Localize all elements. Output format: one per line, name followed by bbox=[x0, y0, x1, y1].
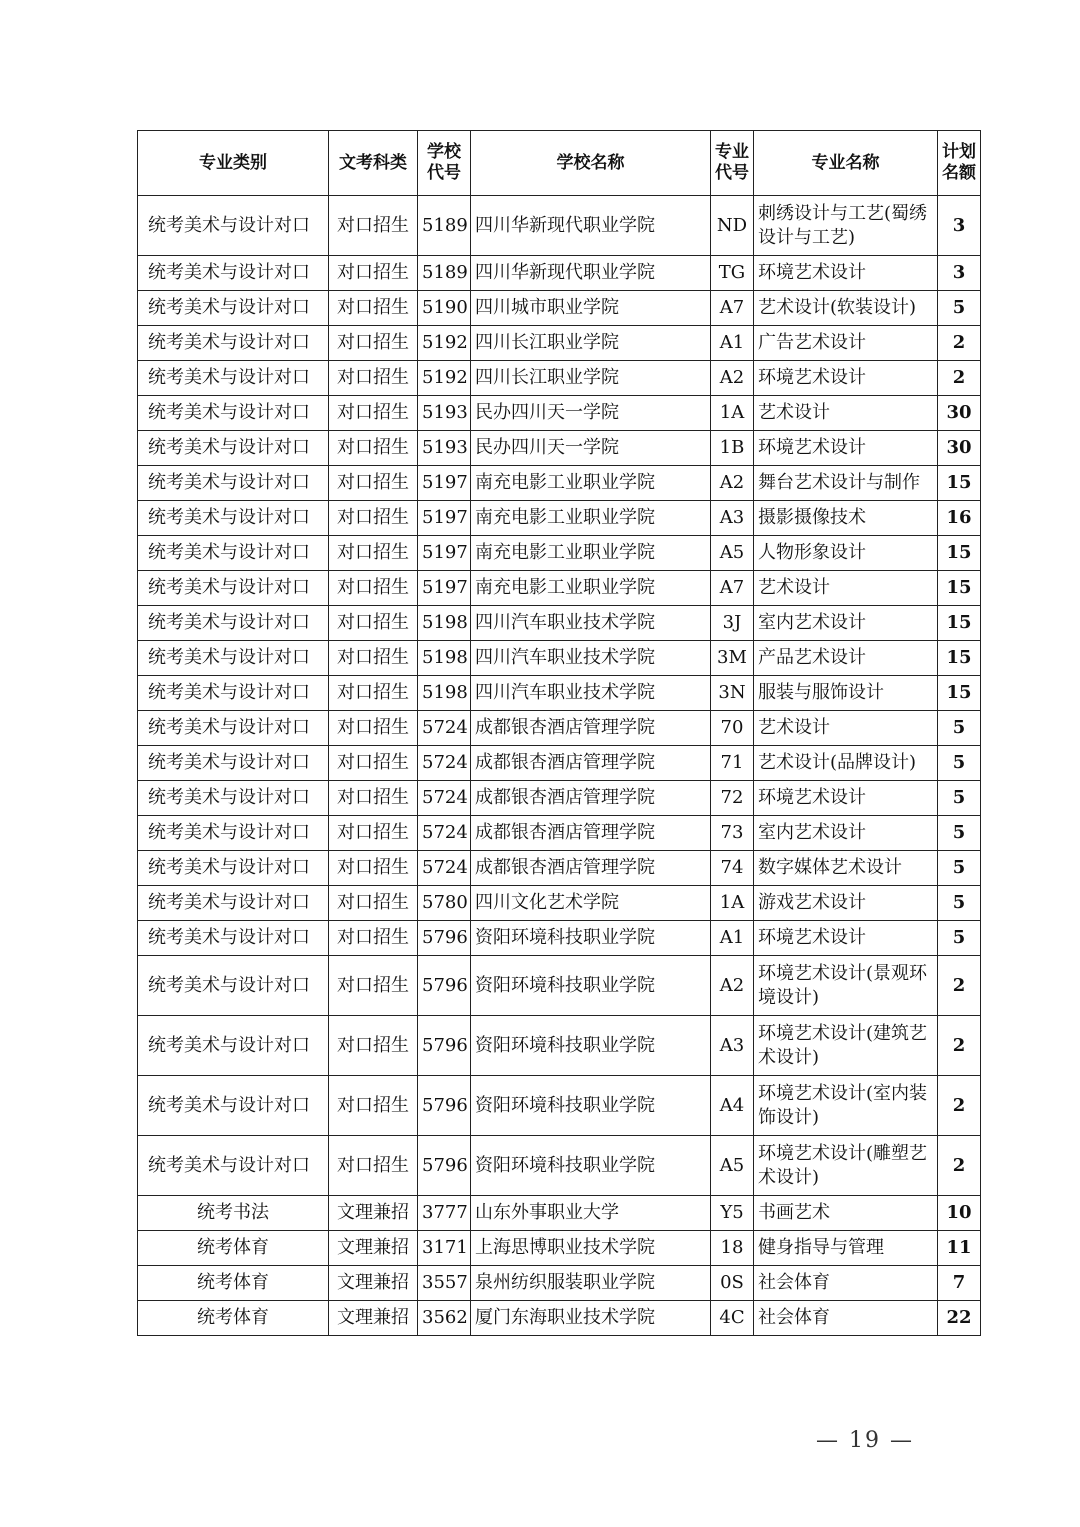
cell-school-name: 厦门东海职业技术学院 bbox=[471, 1301, 711, 1336]
cell-quota: 5 bbox=[938, 816, 981, 851]
cell-major-name: 服装与服饰设计 bbox=[754, 676, 938, 711]
table-header-row bbox=[138, 131, 981, 196]
table-row bbox=[138, 466, 981, 501]
cell-category: 统考美术与设计对口 bbox=[138, 291, 329, 326]
cell-quota: 15 bbox=[938, 536, 981, 571]
cell-school-name: 四川长江职业学院 bbox=[471, 361, 711, 396]
cell-school-code: 3562 bbox=[418, 1301, 471, 1336]
cell-major-code: A5 bbox=[711, 536, 754, 571]
table-row bbox=[138, 431, 981, 466]
cell-school-name: 山东外事职业大学 bbox=[471, 1196, 711, 1231]
cell-school-name: 资阳环境科技职业学院 bbox=[471, 1016, 711, 1076]
cell-quota: 30 bbox=[938, 431, 981, 466]
cell-school-code: 5193 bbox=[418, 431, 471, 466]
cell-category: 统考美术与设计对口 bbox=[138, 431, 329, 466]
cell-major-code: 4C bbox=[711, 1301, 754, 1336]
table-row bbox=[138, 1301, 981, 1336]
cell-major-code: A4 bbox=[711, 1076, 754, 1136]
cell-major-code: 18 bbox=[711, 1231, 754, 1266]
header-major-code: 专业代号 bbox=[711, 131, 754, 196]
header-school-name: 学校名称 bbox=[471, 131, 711, 196]
cell-major-name: 环境艺术设计 bbox=[754, 781, 938, 816]
cell-category: 统考美术与设计对口 bbox=[138, 641, 329, 676]
cell-school-name: 四川长江职业学院 bbox=[471, 326, 711, 361]
cell-major-code: 3M bbox=[711, 641, 754, 676]
cell-school-code: 5796 bbox=[418, 956, 471, 1016]
header-category: 专业类别 bbox=[138, 131, 329, 196]
cell-major-code: 0S bbox=[711, 1266, 754, 1301]
cell-major-code: 71 bbox=[711, 746, 754, 781]
cell-quota: 2 bbox=[938, 956, 981, 1016]
cell-subject: 对口招生 bbox=[329, 326, 418, 361]
cell-school-name: 成都银杏酒店管理学院 bbox=[471, 746, 711, 781]
cell-subject: 对口招生 bbox=[329, 431, 418, 466]
cell-school-name: 资阳环境科技职业学院 bbox=[471, 1136, 711, 1196]
cell-category: 统考美术与设计对口 bbox=[138, 676, 329, 711]
cell-major-name: 艺术设计(品牌设计) bbox=[754, 746, 938, 781]
cell-major-name: 产品艺术设计 bbox=[754, 641, 938, 676]
cell-subject: 对口招生 bbox=[329, 1076, 418, 1136]
cell-quota: 7 bbox=[938, 1266, 981, 1301]
cell-subject: 对口招生 bbox=[329, 816, 418, 851]
cell-subject: 对口招生 bbox=[329, 536, 418, 571]
cell-school-name: 上海思博职业技术学院 bbox=[471, 1231, 711, 1266]
cell-major-name: 室内艺术设计 bbox=[754, 606, 938, 641]
cell-subject: 文理兼招 bbox=[329, 1301, 418, 1336]
cell-school-code: 5197 bbox=[418, 501, 471, 536]
enrollment-table bbox=[137, 130, 981, 1336]
cell-category: 统考美术与设计对口 bbox=[138, 256, 329, 291]
cell-category: 统考美术与设计对口 bbox=[138, 921, 329, 956]
cell-school-code: 5724 bbox=[418, 781, 471, 816]
cell-quota: 3 bbox=[938, 256, 981, 291]
cell-school-name: 南充电影工业职业学院 bbox=[471, 501, 711, 536]
cell-quota: 30 bbox=[938, 396, 981, 431]
cell-major-code: A5 bbox=[711, 1136, 754, 1196]
cell-subject: 对口招生 bbox=[329, 606, 418, 641]
cell-major-name: 人物形象设计 bbox=[754, 536, 938, 571]
cell-quota: 5 bbox=[938, 886, 981, 921]
cell-quota: 5 bbox=[938, 291, 981, 326]
cell-category: 统考美术与设计对口 bbox=[138, 466, 329, 501]
cell-major-name: 游戏艺术设计 bbox=[754, 886, 938, 921]
cell-major-name: 环境艺术设计(雕塑艺术设计) bbox=[754, 1136, 938, 1196]
cell-quota: 15 bbox=[938, 571, 981, 606]
cell-major-name: 环境艺术设计(景观环境设计) bbox=[754, 956, 938, 1016]
cell-school-name: 成都银杏酒店管理学院 bbox=[471, 711, 711, 746]
table-row bbox=[138, 326, 981, 361]
cell-school-code: 5190 bbox=[418, 291, 471, 326]
cell-school-code: 5197 bbox=[418, 466, 471, 501]
cell-category: 统考美术与设计对口 bbox=[138, 501, 329, 536]
cell-category: 统考美术与设计对口 bbox=[138, 956, 329, 1016]
cell-category: 统考美术与设计对口 bbox=[138, 1136, 329, 1196]
cell-major-code: 3J bbox=[711, 606, 754, 641]
cell-subject: 对口招生 bbox=[329, 886, 418, 921]
cell-major-code: 73 bbox=[711, 816, 754, 851]
cell-major-name: 摄影摄像技术 bbox=[754, 501, 938, 536]
table-row bbox=[138, 711, 981, 746]
cell-major-code: 74 bbox=[711, 851, 754, 886]
cell-subject: 文理兼招 bbox=[329, 1266, 418, 1301]
cell-major-name: 环境艺术设计(室内装饰设计) bbox=[754, 1076, 938, 1136]
table-row bbox=[138, 641, 981, 676]
cell-major-name: 艺术设计 bbox=[754, 571, 938, 606]
cell-category: 统考美术与设计对口 bbox=[138, 746, 329, 781]
table-row bbox=[138, 956, 981, 1016]
cell-subject: 对口招生 bbox=[329, 361, 418, 396]
cell-quota: 22 bbox=[938, 1301, 981, 1336]
cell-category: 统考美术与设计对口 bbox=[138, 396, 329, 431]
header-subject: 文考科类 bbox=[329, 131, 418, 196]
cell-quota: 5 bbox=[938, 781, 981, 816]
cell-major-code: A1 bbox=[711, 921, 754, 956]
cell-major-code: A7 bbox=[711, 291, 754, 326]
cell-category: 统考美术与设计对口 bbox=[138, 851, 329, 886]
cell-major-name: 环境艺术设计 bbox=[754, 256, 938, 291]
table-row bbox=[138, 921, 981, 956]
cell-quota: 15 bbox=[938, 676, 981, 711]
header-school-code: 学校代号 bbox=[418, 131, 471, 196]
cell-school-code: 5189 bbox=[418, 256, 471, 291]
cell-major-name: 刺绣设计与工艺(蜀绣设计与工艺) bbox=[754, 196, 938, 256]
cell-school-code: 5198 bbox=[418, 606, 471, 641]
cell-category: 统考美术与设计对口 bbox=[138, 886, 329, 921]
cell-quota: 2 bbox=[938, 1076, 981, 1136]
cell-major-name: 广告艺术设计 bbox=[754, 326, 938, 361]
table-row bbox=[138, 196, 981, 256]
cell-quota: 15 bbox=[938, 641, 981, 676]
table-row bbox=[138, 1076, 981, 1136]
cell-major-code: 72 bbox=[711, 781, 754, 816]
cell-major-code: A3 bbox=[711, 501, 754, 536]
cell-major-name: 数字媒体艺术设计 bbox=[754, 851, 938, 886]
cell-school-code: 5197 bbox=[418, 571, 471, 606]
cell-major-name: 艺术设计(软装设计) bbox=[754, 291, 938, 326]
cell-school-name: 南充电影工业职业学院 bbox=[471, 571, 711, 606]
table-row bbox=[138, 1266, 981, 1301]
cell-subject: 对口招生 bbox=[329, 501, 418, 536]
cell-school-code: 5724 bbox=[418, 851, 471, 886]
cell-major-code: Y5 bbox=[711, 1196, 754, 1231]
cell-major-code: 1A bbox=[711, 886, 754, 921]
cell-school-name: 成都银杏酒店管理学院 bbox=[471, 851, 711, 886]
table-row bbox=[138, 606, 981, 641]
cell-major-code: A3 bbox=[711, 1016, 754, 1076]
cell-school-code: 5724 bbox=[418, 711, 471, 746]
cell-school-code: 5189 bbox=[418, 196, 471, 256]
cell-major-code: 70 bbox=[711, 711, 754, 746]
table-row bbox=[138, 1016, 981, 1076]
cell-subject: 对口招生 bbox=[329, 921, 418, 956]
table-row bbox=[138, 781, 981, 816]
cell-school-code: 5796 bbox=[418, 1076, 471, 1136]
cell-subject: 对口招生 bbox=[329, 676, 418, 711]
cell-subject: 对口招生 bbox=[329, 466, 418, 501]
page-number: — 19 — bbox=[816, 1428, 914, 1453]
table-row bbox=[138, 851, 981, 886]
cell-subject: 对口招生 bbox=[329, 711, 418, 746]
cell-quota: 5 bbox=[938, 921, 981, 956]
cell-quota: 5 bbox=[938, 746, 981, 781]
cell-major-code: 3N bbox=[711, 676, 754, 711]
cell-school-code: 5198 bbox=[418, 676, 471, 711]
cell-subject: 对口招生 bbox=[329, 396, 418, 431]
cell-subject: 对口招生 bbox=[329, 256, 418, 291]
table-row bbox=[138, 1231, 981, 1266]
cell-quota: 3 bbox=[938, 196, 981, 256]
cell-major-code: A2 bbox=[711, 956, 754, 1016]
table-row bbox=[138, 816, 981, 851]
cell-major-code: 1B bbox=[711, 431, 754, 466]
cell-subject: 对口招生 bbox=[329, 781, 418, 816]
cell-quota: 2 bbox=[938, 1016, 981, 1076]
cell-school-code: 5198 bbox=[418, 641, 471, 676]
cell-school-name: 成都银杏酒店管理学院 bbox=[471, 781, 711, 816]
cell-major-code: A2 bbox=[711, 361, 754, 396]
cell-quota: 2 bbox=[938, 1136, 981, 1196]
cell-quota: 5 bbox=[938, 851, 981, 886]
cell-category: 统考美术与设计对口 bbox=[138, 361, 329, 396]
table-row bbox=[138, 886, 981, 921]
cell-category: 统考美术与设计对口 bbox=[138, 1016, 329, 1076]
cell-subject: 对口招生 bbox=[329, 571, 418, 606]
cell-school-code: 5197 bbox=[418, 536, 471, 571]
cell-category: 统考美术与设计对口 bbox=[138, 781, 329, 816]
cell-school-name: 南充电影工业职业学院 bbox=[471, 466, 711, 501]
cell-category: 统考美术与设计对口 bbox=[138, 816, 329, 851]
cell-school-name: 民办四川天一学院 bbox=[471, 431, 711, 466]
table-row bbox=[138, 361, 981, 396]
cell-major-code: A2 bbox=[711, 466, 754, 501]
cell-subject: 文理兼招 bbox=[329, 1231, 418, 1266]
cell-subject: 对口招生 bbox=[329, 291, 418, 326]
table-row bbox=[138, 571, 981, 606]
cell-quota: 2 bbox=[938, 361, 981, 396]
cell-category: 统考书法 bbox=[138, 1196, 329, 1231]
cell-school-name: 南充电影工业职业学院 bbox=[471, 536, 711, 571]
cell-category: 统考美术与设计对口 bbox=[138, 196, 329, 256]
cell-subject: 对口招生 bbox=[329, 956, 418, 1016]
cell-school-code: 5780 bbox=[418, 886, 471, 921]
cell-school-code: 5192 bbox=[418, 326, 471, 361]
cell-major-name: 书画艺术 bbox=[754, 1196, 938, 1231]
header-quota: 计划名额 bbox=[938, 131, 981, 196]
cell-school-code: 5796 bbox=[418, 921, 471, 956]
cell-major-name: 舞台艺术设计与制作 bbox=[754, 466, 938, 501]
cell-school-name: 四川城市职业学院 bbox=[471, 291, 711, 326]
cell-quota: 16 bbox=[938, 501, 981, 536]
cell-school-name: 四川华新现代职业学院 bbox=[471, 196, 711, 256]
cell-subject: 对口招生 bbox=[329, 641, 418, 676]
table-row bbox=[138, 676, 981, 711]
cell-school-code: 3557 bbox=[418, 1266, 471, 1301]
cell-school-code: 5724 bbox=[418, 816, 471, 851]
cell-school-code: 3777 bbox=[418, 1196, 471, 1231]
table-row bbox=[138, 291, 981, 326]
cell-school-code: 5193 bbox=[418, 396, 471, 431]
cell-quota: 15 bbox=[938, 606, 981, 641]
cell-subject: 对口招生 bbox=[329, 196, 418, 256]
cell-major-name: 健身指导与管理 bbox=[754, 1231, 938, 1266]
cell-quota: 11 bbox=[938, 1231, 981, 1266]
cell-major-code: ND bbox=[711, 196, 754, 256]
cell-school-name: 四川汽车职业技术学院 bbox=[471, 641, 711, 676]
cell-category: 统考体育 bbox=[138, 1266, 329, 1301]
cell-major-code: A7 bbox=[711, 571, 754, 606]
cell-subject: 对口招生 bbox=[329, 1016, 418, 1076]
cell-major-name: 艺术设计 bbox=[754, 396, 938, 431]
cell-school-name: 资阳环境科技职业学院 bbox=[471, 956, 711, 1016]
table-row bbox=[138, 536, 981, 571]
cell-category: 统考体育 bbox=[138, 1231, 329, 1266]
header-major-name: 专业名称 bbox=[754, 131, 938, 196]
cell-school-code: 5192 bbox=[418, 361, 471, 396]
cell-quota: 10 bbox=[938, 1196, 981, 1231]
cell-school-name: 成都银杏酒店管理学院 bbox=[471, 816, 711, 851]
cell-category: 统考美术与设计对口 bbox=[138, 1076, 329, 1136]
cell-school-code: 3171 bbox=[418, 1231, 471, 1266]
cell-school-code: 5724 bbox=[418, 746, 471, 781]
cell-major-code: A1 bbox=[711, 326, 754, 361]
cell-subject: 对口招生 bbox=[329, 746, 418, 781]
cell-major-name: 社会体育 bbox=[754, 1301, 938, 1336]
cell-quota: 15 bbox=[938, 466, 981, 501]
cell-category: 统考体育 bbox=[138, 1301, 329, 1336]
cell-school-name: 四川华新现代职业学院 bbox=[471, 256, 711, 291]
cell-school-code: 5796 bbox=[418, 1136, 471, 1196]
cell-subject: 对口招生 bbox=[329, 1136, 418, 1196]
cell-school-name: 资阳环境科技职业学院 bbox=[471, 1076, 711, 1136]
cell-major-name: 室内艺术设计 bbox=[754, 816, 938, 851]
table-row bbox=[138, 501, 981, 536]
cell-major-name: 环境艺术设计(建筑艺术设计) bbox=[754, 1016, 938, 1076]
cell-school-name: 四川汽车职业技术学院 bbox=[471, 606, 711, 641]
table-row bbox=[138, 256, 981, 291]
cell-school-name: 四川文化艺术学院 bbox=[471, 886, 711, 921]
cell-category: 统考美术与设计对口 bbox=[138, 606, 329, 641]
cell-major-name: 环境艺术设计 bbox=[754, 921, 938, 956]
cell-major-name: 环境艺术设计 bbox=[754, 431, 938, 466]
cell-category: 统考美术与设计对口 bbox=[138, 536, 329, 571]
cell-school-code: 5796 bbox=[418, 1016, 471, 1076]
cell-category: 统考美术与设计对口 bbox=[138, 711, 329, 746]
cell-category: 统考美术与设计对口 bbox=[138, 326, 329, 361]
cell-category: 统考美术与设计对口 bbox=[138, 571, 329, 606]
cell-school-name: 民办四川天一学院 bbox=[471, 396, 711, 431]
table-body bbox=[138, 196, 981, 1336]
cell-major-code: TG bbox=[711, 256, 754, 291]
table-row bbox=[138, 746, 981, 781]
cell-major-code: 1A bbox=[711, 396, 754, 431]
cell-school-name: 四川汽车职业技术学院 bbox=[471, 676, 711, 711]
table-row bbox=[138, 396, 981, 431]
cell-subject: 对口招生 bbox=[329, 851, 418, 886]
table-row bbox=[138, 1136, 981, 1196]
cell-major-name: 社会体育 bbox=[754, 1266, 938, 1301]
cell-major-name: 艺术设计 bbox=[754, 711, 938, 746]
table-row bbox=[138, 1196, 981, 1231]
cell-subject: 文理兼招 bbox=[329, 1196, 418, 1231]
cell-school-name: 泉州纺织服装职业学院 bbox=[471, 1266, 711, 1301]
cell-quota: 2 bbox=[938, 326, 981, 361]
cell-quota: 5 bbox=[938, 711, 981, 746]
cell-major-name: 环境艺术设计 bbox=[754, 361, 938, 396]
cell-school-name: 资阳环境科技职业学院 bbox=[471, 921, 711, 956]
